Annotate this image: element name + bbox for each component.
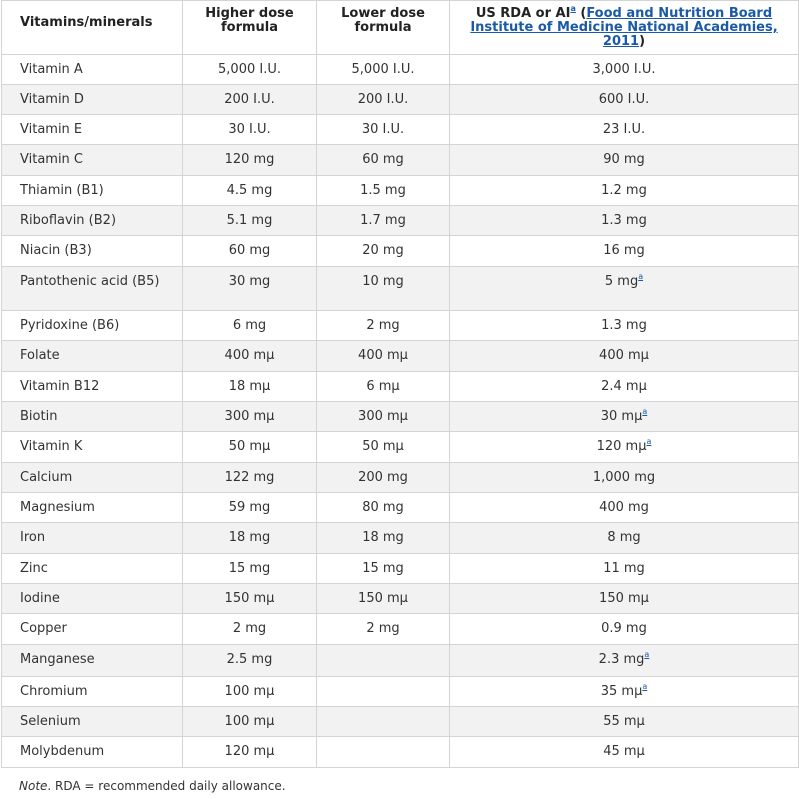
nutrient-name-text: Iron: [20, 530, 46, 545]
nutrient-name: [2, 554, 183, 584]
table-row: [2, 554, 799, 584]
rda-value: [450, 554, 799, 584]
nutrient-name: [2, 737, 183, 768]
nutrient-name: [2, 55, 183, 85]
nutrient-name: [2, 645, 183, 677]
lower-dose-value: [317, 176, 450, 206]
footnote-link-a[interactable]: a: [638, 271, 644, 281]
rda-value: [450, 372, 799, 402]
lower-dose-value: [317, 707, 450, 737]
table-body: [2, 55, 799, 768]
table-row: [2, 737, 799, 768]
lower-dose-value: [317, 372, 450, 402]
lower-dose-value-text: 5,000 I.U.: [351, 62, 415, 77]
higher-dose-value: [183, 554, 317, 584]
higher-dose-value: [183, 145, 317, 176]
vitamins-table: [1, 0, 799, 768]
rda-value: [450, 176, 799, 206]
higher-dose-value: [183, 614, 317, 645]
rda-value-text: 11 mg: [603, 561, 645, 576]
rda-value: [450, 432, 799, 463]
nutrient-name-text: Iodine: [20, 591, 60, 606]
lower-dose-value-text: 30 I.U.: [361, 122, 405, 137]
table-note: [19, 779, 286, 793]
higher-dose-value-text: 30 mg: [228, 274, 271, 289]
rda-value-text: 35 mμ: [600, 684, 643, 699]
rda-value: [450, 677, 799, 707]
nutrient-name-text: Zinc: [20, 561, 48, 576]
table-row: [2, 85, 799, 115]
higher-dose-value: [183, 493, 317, 523]
rda-value-text: 1,000 mg: [592, 470, 656, 485]
lower-dose-value-text: 200 mg: [358, 470, 408, 485]
rda-value-text: 1.3 mg: [601, 318, 647, 333]
lower-dose-value-text: 2 mg: [366, 318, 400, 333]
nutrient-name: [2, 584, 183, 614]
higher-dose-value-text: 100 mμ: [224, 684, 275, 699]
lower-dose-value: [317, 493, 450, 523]
header-us-rda-label: US RDA or AI: [475, 6, 571, 21]
higher-dose-value-text: 5.1 mg: [226, 213, 273, 228]
rda-value-text: 400 mg: [599, 500, 649, 515]
higher-dose-value: [183, 463, 317, 493]
lower-dose-value: [317, 554, 450, 584]
table-row: [2, 584, 799, 614]
nutrient-name-text: Molybdenum: [20, 744, 105, 759]
table-row: [2, 523, 799, 554]
lower-dose-value-text: 18 mg: [362, 530, 404, 545]
higher-dose-value-text: 100 mμ: [224, 714, 275, 729]
nutrient-name: [2, 463, 183, 493]
higher-dose-value-text: 60 mg: [228, 243, 271, 258]
rda-value: [450, 707, 799, 737]
table-row: [2, 311, 799, 341]
header-higher-dose: Higher dose formula: [183, 1, 317, 55]
rda-value-text: 45 mμ: [603, 744, 645, 759]
table-row: [2, 236, 799, 267]
nutrient-name-text: Copper: [20, 621, 67, 636]
nutrient-name: [2, 145, 183, 176]
table-row: [2, 493, 799, 523]
lower-dose-value-text: 80 mg: [362, 500, 404, 515]
lower-dose-value-text: 2 mg: [366, 621, 400, 636]
table-row: [2, 614, 799, 645]
lower-dose-value: [317, 677, 450, 707]
table-row: [2, 206, 799, 236]
nutrient-name-text: Pyridoxine (B6): [20, 318, 120, 333]
nutrient-name: [2, 85, 183, 115]
higher-dose-value-text: 2.5 mg: [226, 652, 273, 667]
table-row: [2, 372, 799, 402]
rda-value: [450, 614, 799, 645]
higher-dose-value: [183, 402, 317, 432]
lower-dose-value: [317, 463, 450, 493]
rda-value-text: 0.9 mg: [601, 621, 647, 636]
nutrient-name: [2, 402, 183, 432]
lower-dose-value: [317, 523, 450, 554]
paren-close: ): [639, 34, 646, 49]
lower-dose-value-text: 60 mg: [362, 152, 404, 167]
rda-value: [450, 737, 799, 768]
rda-value: [450, 236, 799, 267]
lower-dose-value-text: 1.7 mg: [360, 213, 406, 228]
rda-value-text: 5 mg: [604, 274, 639, 289]
higher-dose-value: [183, 267, 317, 311]
lower-dose-value: [317, 311, 450, 341]
lower-dose-value: [317, 432, 450, 463]
footnote-link-a[interactable]: a: [642, 406, 648, 416]
lower-dose-value: [317, 614, 450, 645]
lower-dose-value-text: 200 I.U.: [357, 92, 409, 107]
nutrient-name-text: Riboflavin (B2): [20, 213, 117, 228]
nutrient-name-text: Vitamin B12: [20, 379, 100, 394]
rda-value-text: 30 mμ: [600, 409, 643, 424]
lower-dose-value: [317, 341, 450, 372]
nutrient-name: [2, 432, 183, 463]
rda-value: [450, 55, 799, 85]
rda-value: [450, 311, 799, 341]
higher-dose-value-text: 120 mμ: [224, 744, 275, 759]
nutrient-name: [2, 115, 183, 145]
lower-dose-value-text: 150 mμ: [358, 591, 408, 606]
note-text: . RDA = recommended daily allowance.: [47, 779, 286, 793]
lower-dose-value-text: 1.5 mg: [360, 183, 406, 198]
lower-dose-value: [317, 55, 450, 85]
higher-dose-value-text: 400 mμ: [224, 348, 275, 363]
rda-value: [450, 206, 799, 236]
table-row: [2, 267, 799, 311]
nutrient-name-text: Vitamin C: [20, 152, 84, 167]
lower-dose-value: [317, 206, 450, 236]
table-row: [2, 55, 799, 85]
rda-value-text: 8 mg: [607, 530, 641, 545]
footnote-link-a[interactable]: a: [646, 436, 652, 446]
higher-dose-value-text: 200 I.U.: [224, 92, 275, 107]
rda-value-text: 2.3 mg: [598, 652, 645, 667]
table-row: [2, 145, 799, 176]
lower-dose-value-text: 50 mμ: [362, 439, 404, 454]
nutrient-name-text: Pantothenic acid (B5): [20, 274, 160, 289]
footnote-link-a[interactable]: a: [642, 681, 648, 691]
higher-dose-value: [183, 206, 317, 236]
rda-value: [450, 402, 799, 432]
rda-value: [450, 85, 799, 115]
nutrient-name-text: Selenium: [20, 714, 81, 729]
header-us-rda: [450, 1, 799, 55]
footnote-link-a[interactable]: a: [570, 3, 576, 13]
lower-dose-value-text: 10 mg: [362, 274, 404, 289]
rda-value: [450, 341, 799, 372]
lower-dose-value: [317, 115, 450, 145]
higher-dose-value: [183, 176, 317, 206]
rda-value-text: 1.3 mg: [601, 213, 647, 228]
higher-dose-value-text: 59 mg: [228, 500, 271, 515]
nutrient-name: [2, 236, 183, 267]
nutrient-name-text: Vitamin D: [20, 92, 84, 107]
nutrient-name-text: Chromium: [20, 684, 88, 699]
table-row: [2, 677, 799, 707]
rda-value-text: 400 mμ: [599, 348, 649, 363]
higher-dose-value: [183, 115, 317, 145]
source-link[interactable]: Food and Nutrition Board Institute of Medicine National Academies, 2011: [470, 6, 778, 49]
nutrient-name-text: Magnesium: [20, 500, 95, 515]
higher-dose-value-text: 18 mμ: [228, 379, 271, 394]
rda-value-text: 23 I.U.: [602, 122, 646, 137]
lower-dose-value-text: 300 mμ: [358, 409, 408, 424]
rda-value-text: 120 mμ: [596, 439, 647, 454]
lower-dose-value-text: 15 mg: [362, 561, 404, 576]
nutrient-name-text: Biotin: [20, 409, 58, 424]
higher-dose-value-text: 2 mg: [232, 621, 267, 636]
lower-dose-value: [317, 402, 450, 432]
table-row: [2, 176, 799, 206]
table-row: [2, 432, 799, 463]
higher-dose-value: [183, 584, 317, 614]
higher-dose-value: [183, 645, 317, 677]
footnote-link-a[interactable]: a: [644, 649, 650, 659]
nutrient-name: [2, 311, 183, 341]
table-row: [2, 707, 799, 737]
nutrient-name: [2, 523, 183, 554]
nutrient-name-text: Niacin (B3): [20, 243, 92, 258]
table-row: [2, 115, 799, 145]
header-vitamins-minerals: Vitamins/minerals: [2, 1, 183, 55]
rda-value: [450, 584, 799, 614]
higher-dose-value-text: 122 mg: [224, 470, 275, 485]
lower-dose-value: [317, 145, 450, 176]
rda-value: [450, 145, 799, 176]
nutrient-name: [2, 493, 183, 523]
header-row: [2, 1, 799, 55]
lower-dose-value: [317, 737, 450, 768]
rda-value-text: 90 mg: [603, 152, 645, 167]
lower-dose-value: [317, 584, 450, 614]
higher-dose-value-text: 4.5 mg: [226, 183, 273, 198]
lower-dose-value: [317, 236, 450, 267]
rda-value: [450, 645, 799, 677]
rda-value: [450, 463, 799, 493]
nutrient-name: [2, 341, 183, 372]
higher-dose-value-text: 150 mμ: [224, 591, 275, 606]
lower-dose-value: [317, 85, 450, 115]
lower-dose-value: [317, 267, 450, 311]
higher-dose-value-text: 18 mg: [228, 530, 271, 545]
note-label: Note: [19, 779, 48, 793]
higher-dose-value: [183, 85, 317, 115]
higher-dose-value: [183, 677, 317, 707]
table-row: [2, 463, 799, 493]
lower-dose-value-text: 6 mμ: [366, 379, 400, 394]
nutrient-name-text: Vitamin A: [20, 62, 83, 77]
table-row: [2, 402, 799, 432]
higher-dose-value: [183, 372, 317, 402]
nutrient-name-text: Vitamin K: [20, 439, 83, 454]
higher-dose-value: [183, 523, 317, 554]
nutrient-name-text: Calcium: [20, 470, 73, 485]
lower-dose-value-text: 20 mg: [362, 243, 404, 258]
higher-dose-value-text: 50 mμ: [228, 439, 271, 454]
higher-dose-value: [183, 236, 317, 267]
nutrient-name-text: Manganese: [20, 652, 95, 667]
higher-dose-value-text: 15 mg: [228, 561, 271, 576]
higher-dose-value: [183, 737, 317, 768]
paren-open: (: [575, 6, 587, 21]
higher-dose-value-text: 5,000 I.U.: [218, 62, 281, 77]
rda-value: [450, 523, 799, 554]
rda-value: [450, 493, 799, 523]
higher-dose-value: [183, 341, 317, 372]
table-row: [2, 341, 799, 372]
rda-value-text: 55 mμ: [603, 714, 645, 729]
lower-dose-value-text: 400 mμ: [358, 348, 408, 363]
higher-dose-value: [183, 55, 317, 85]
higher-dose-value: [183, 311, 317, 341]
higher-dose-value-text: 30 I.U.: [228, 122, 271, 137]
rda-value-text: 600 I.U.: [598, 92, 650, 107]
nutrient-name: [2, 707, 183, 737]
rda-value-text: 3,000 I.U.: [592, 62, 656, 77]
nutrient-name-text: Folate: [20, 348, 60, 363]
nutrient-name: [2, 677, 183, 707]
nutrient-name: [2, 176, 183, 206]
rda-value: [450, 115, 799, 145]
table-row: [2, 645, 799, 677]
nutrient-name: [2, 267, 183, 311]
rda-value-text: 150 mμ: [599, 591, 649, 606]
higher-dose-value: [183, 432, 317, 463]
nutrient-name: [2, 206, 183, 236]
nutrient-name-text: Thiamin (B1): [20, 183, 104, 198]
rda-value-text: 16 mg: [603, 243, 645, 258]
higher-dose-value: [183, 707, 317, 737]
higher-dose-value-text: 300 mμ: [224, 409, 275, 424]
nutrient-name-text: Vitamin E: [20, 122, 83, 137]
rda-value: [450, 267, 799, 311]
header-lower-dose: Lower dose formula: [317, 1, 450, 55]
rda-value-text: 2.4 mμ: [601, 379, 647, 394]
rda-value-text: 1.2 mg: [601, 183, 647, 198]
higher-dose-value-text: 120 mg: [224, 152, 275, 167]
higher-dose-value-text: 6 mg: [232, 318, 267, 333]
lower-dose-value: [317, 645, 450, 677]
nutrient-name: [2, 614, 183, 645]
nutrient-name: [2, 372, 183, 402]
